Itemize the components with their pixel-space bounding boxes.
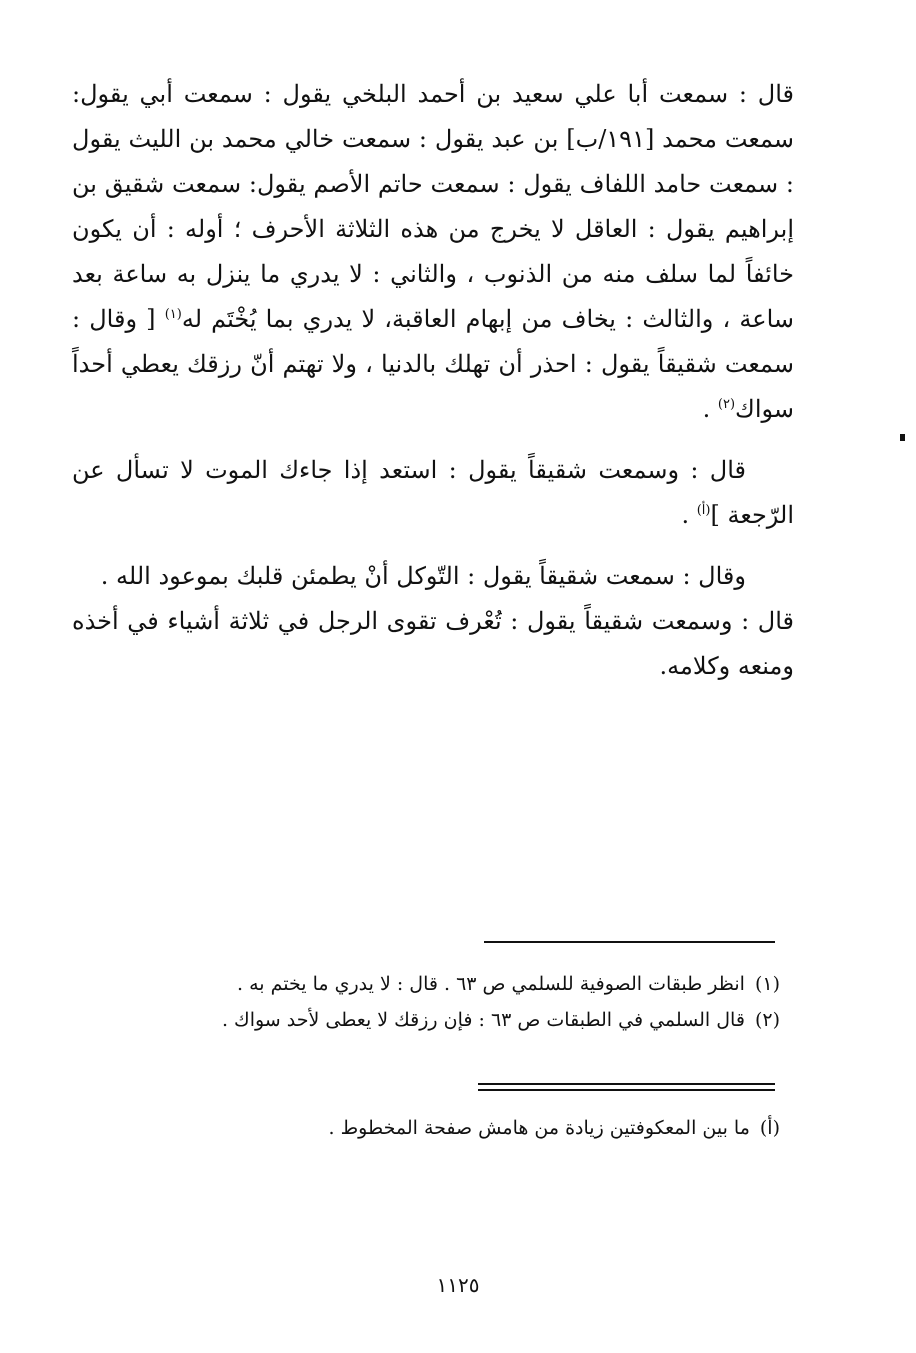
paragraph-2-text: قال : وسمعت شقيقاً يقول : استعد إذا جاءك الموت لا تسأل عن الرّجعة ] <box>72 456 794 529</box>
editor-note-number: (أ) <box>759 1117 780 1139</box>
editor-note-ref-a[interactable]: (أ) <box>696 503 711 518</box>
paragraph-4: قال : وسمعت شقيقاً يقول : تُعْرف تقوى الرجل في ثلاثة أشياء في أخذه ومنعه وكلامه. <box>72 607 794 680</box>
footnote-ref-1[interactable]: (١) <box>164 307 182 322</box>
editor-notes <box>120 1110 780 1146</box>
main-text <box>72 72 794 689</box>
editor-notes-separator <box>478 1083 775 1091</box>
footnote-1 <box>120 966 780 1002</box>
footnote-separator <box>484 941 775 943</box>
page-number: ١١٢٥ <box>436 1273 480 1297</box>
footnote-number: (١) <box>754 973 780 995</box>
footnote-ref-2[interactable]: (٢) <box>717 397 736 412</box>
paragraph-1-text: قال : سمعت أبا علي سعيد بن أحمد البلخي يقول : سمعت أبي يقول: سمعت محمد [١٩١/ب] بن عبد يقول : سمعت خالي محمد بن الليث يقول : سمعت حامد اللفاف يقول : سمعت حاتم الأصم يقول: سمعت شقيق بن إبراهيم يقول : العاقل لا يخرج من هذه الثلاثة الأحرف ؛ أوله : أن يكون خائفاً لما سلف منه من الذنوب ، والثاني : لا يدري ما ينزل به ساعة بعد ساعة ، والثالث : يخاف من إبهام العاقبة، لا يدري بما يُخْتَم له <box>72 80 794 333</box>
footnote-text: انظر طبقات الصوفية للسلمي ص ٦٣ . قال : لا يدري ما يختم به . <box>237 973 745 995</box>
paragraph-1-text-cont: [ وقال : سمعت شقيقاً يقول : احذر أن تهلك بالدنيا ، ولا تهتم أنّ رزقك يعطي أحداً سواك <box>72 305 794 423</box>
footnote-2 <box>120 1002 780 1038</box>
editor-note-a <box>120 1110 780 1146</box>
paragraph-1 <box>72 72 794 432</box>
paragraph-1-end: . <box>702 395 718 423</box>
footnotes <box>120 966 780 1038</box>
margin-mark <box>900 434 905 441</box>
footnote-number: (٢) <box>754 1009 780 1031</box>
paragraph-2 <box>72 448 794 538</box>
paragraph-2-end: . <box>681 501 697 529</box>
editor-note-text: ما بين المعكوفتين زيادة من هامش صفحة المخطوط . <box>328 1117 750 1139</box>
paragraph-3: وقال : سمعت شقيقاً يقول : التّوكل أنْ يطمئن قلبك بموعود الله . <box>100 562 746 590</box>
footnote-text: قال السلمي في الطبقات ص ٦٣ : فإن رزقك لا يعطى لأحد سواك . <box>221 1009 745 1031</box>
